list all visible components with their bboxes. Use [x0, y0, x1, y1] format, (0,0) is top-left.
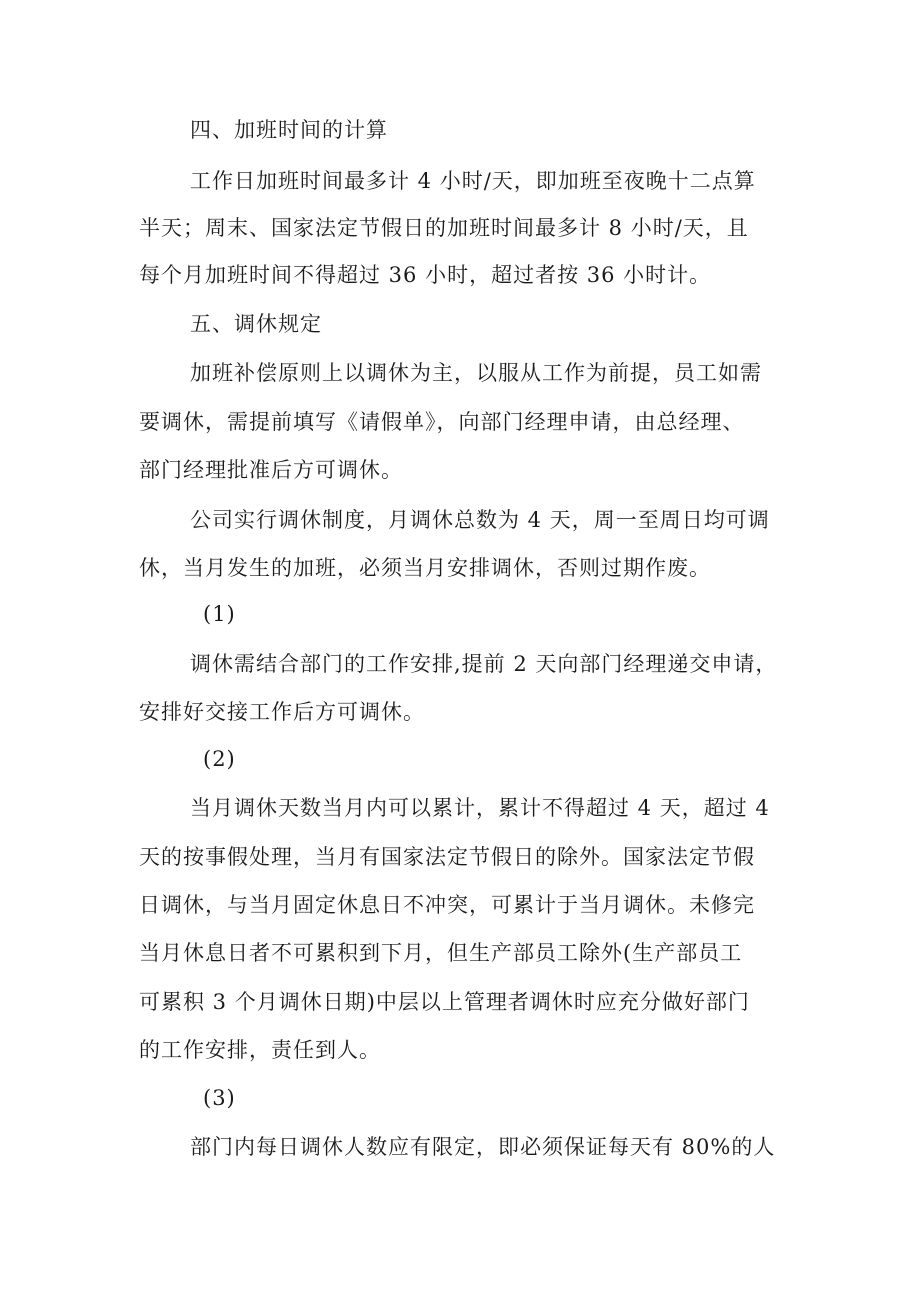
paragraph-line: 天的按事假处理，当月有国家法定节假日的除外。国家法定节假 [139, 845, 755, 869]
item-number: (3) [203, 1086, 236, 1110]
paragraph-line: 可累积 3 个月调休日期)中层以上管理者调休时应充分做好部门 [139, 990, 750, 1014]
paragraph-line: 日调休，与当月固定休息日不冲突，可累计于当月调休。未修完 [139, 893, 755, 917]
paragraph-line: 当月休息日者不可累积到下月，但生产部员工除外(生产部员工 [139, 941, 743, 965]
paragraph-line: 当月调休天数当月内可以累计，累计不得超过 4 天，超过 4 [190, 796, 770, 820]
paragraph-line: 加班补偿原则上以调休为主，以服从工作为前提，员工如需 [190, 361, 762, 385]
paragraph-line: 的工作安排，责任到人。 [139, 1038, 381, 1062]
paragraph-line: 要调休，需提前填写《请假单》，向部门经理申请，由总经理、 [139, 410, 745, 434]
paragraph-line: 每个月加班时间不得超过 36 小时，超过者按 36 小时计。 [139, 263, 712, 287]
paragraph-line: 公司实行调休制度，月调休总数为 4 天，周一至周日均可调 [190, 508, 770, 532]
paragraph-line: 部门经理批准后方可调休。 [139, 458, 403, 482]
section-heading-overtime-calculation: 四、加班时间的计算 [190, 118, 388, 142]
paragraph-line: 调休需结合部门的工作安排,提前 2 天向部门经理递交申请， [190, 652, 778, 676]
paragraph-line: 半天；周末、国家法定节假日的加班时间最多计 8 小时/天，且 [139, 216, 749, 240]
item-number: (1) [203, 602, 236, 626]
paragraph-line: 休，当月发生的加班，必须当月安排调休，否则过期作废。 [139, 556, 711, 580]
paragraph-line: 安排好交接工作后方可调休。 [139, 700, 425, 724]
section-heading-compensatory-leave: 五、调休规定 [190, 312, 322, 336]
item-number: (2) [203, 747, 236, 771]
paragraph-line: 工作日加班时间最多计 4 小时/天，即加班至夜晚十二点算 [190, 169, 756, 193]
paragraph-line: 部门内每日调休人数应有限定，即必须保证每天有 80%的人 [190, 1135, 776, 1159]
